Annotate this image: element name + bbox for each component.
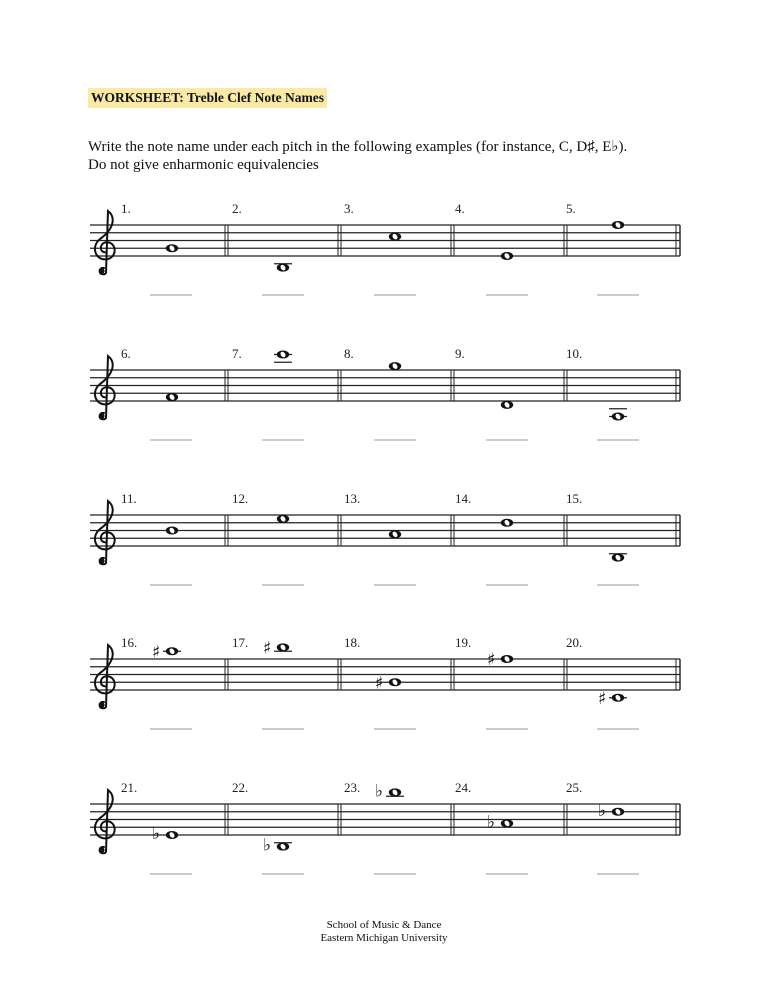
treble-clef-icon [99, 702, 104, 707]
exercise-number: 25. [566, 780, 583, 795]
exercise-number: 1. [121, 201, 131, 216]
sharp-icon: ♯ [487, 650, 496, 670]
exercise-number: 19. [455, 635, 472, 650]
exercise-number: 6. [121, 346, 131, 361]
exercise-number: 7. [232, 346, 242, 361]
staff-system [90, 201, 680, 295]
exercise-number: 23. [344, 780, 361, 795]
worksheet-title: WORKSHEET: Treble Clef Note Names [88, 88, 327, 108]
exercise-number: 13. [344, 491, 361, 506]
exercise-number: 15. [566, 491, 583, 506]
sharp-icon: ♯ [375, 673, 384, 694]
exercise-number: 4. [455, 201, 465, 216]
treble-clef-icon [99, 413, 104, 418]
exercise-number: 11. [121, 491, 137, 506]
exercise-number: 20. [566, 635, 583, 650]
staff-system [90, 346, 680, 440]
exercise-number: 24. [455, 780, 472, 795]
treble-clef-icon [95, 645, 115, 708]
treble-clef-icon [99, 558, 104, 563]
exercise-number: 10. [566, 346, 583, 361]
treble-clef-icon [95, 501, 115, 564]
flat-icon: ♭ [152, 824, 161, 844]
exercise-number: 21. [121, 780, 138, 795]
flat-icon: ♭ [375, 781, 384, 802]
treble-clef-icon [95, 790, 115, 853]
flat-icon: ♭ [263, 835, 272, 856]
exercise-number: 8. [344, 346, 354, 361]
exercise-number: 3. [344, 201, 354, 216]
treble-clef-icon [99, 268, 104, 273]
exercise-number: 2. [232, 201, 242, 216]
staff-system [90, 780, 680, 874]
treble-clef-icon [95, 356, 115, 419]
exercise-number: 9. [455, 346, 465, 361]
flat-icon: ♭ [598, 800, 607, 821]
treble-clef-icon [99, 847, 104, 852]
sharp-icon: ♯ [598, 688, 607, 709]
instruction-line-1: Write the note name under each pitch in the following examples (for instance, C, D♯, E♭). [88, 139, 628, 155]
flat-icon: ♭ [487, 812, 496, 833]
sharp-icon: ♯ [263, 638, 272, 659]
treble-clef-icon [95, 211, 115, 274]
footer-university: Eastern Michigan University [320, 932, 448, 944]
sharp-icon: ♯ [152, 642, 161, 663]
exercise-number: 5. [566, 201, 576, 216]
exercise-number: 22. [232, 780, 249, 795]
exercise-number: 18. [344, 635, 361, 650]
exercise-number: 12. [232, 491, 249, 506]
staff-system [90, 491, 680, 585]
exercise-number: 16. [121, 635, 138, 650]
exercise-number: 17. [232, 635, 249, 650]
exercise-number: 14. [455, 491, 472, 506]
instruction-line-2: Do not give enharmonic equivalencies [88, 157, 319, 173]
staff-system [90, 635, 680, 729]
footer-school: School of Music & Dance [326, 919, 442, 931]
